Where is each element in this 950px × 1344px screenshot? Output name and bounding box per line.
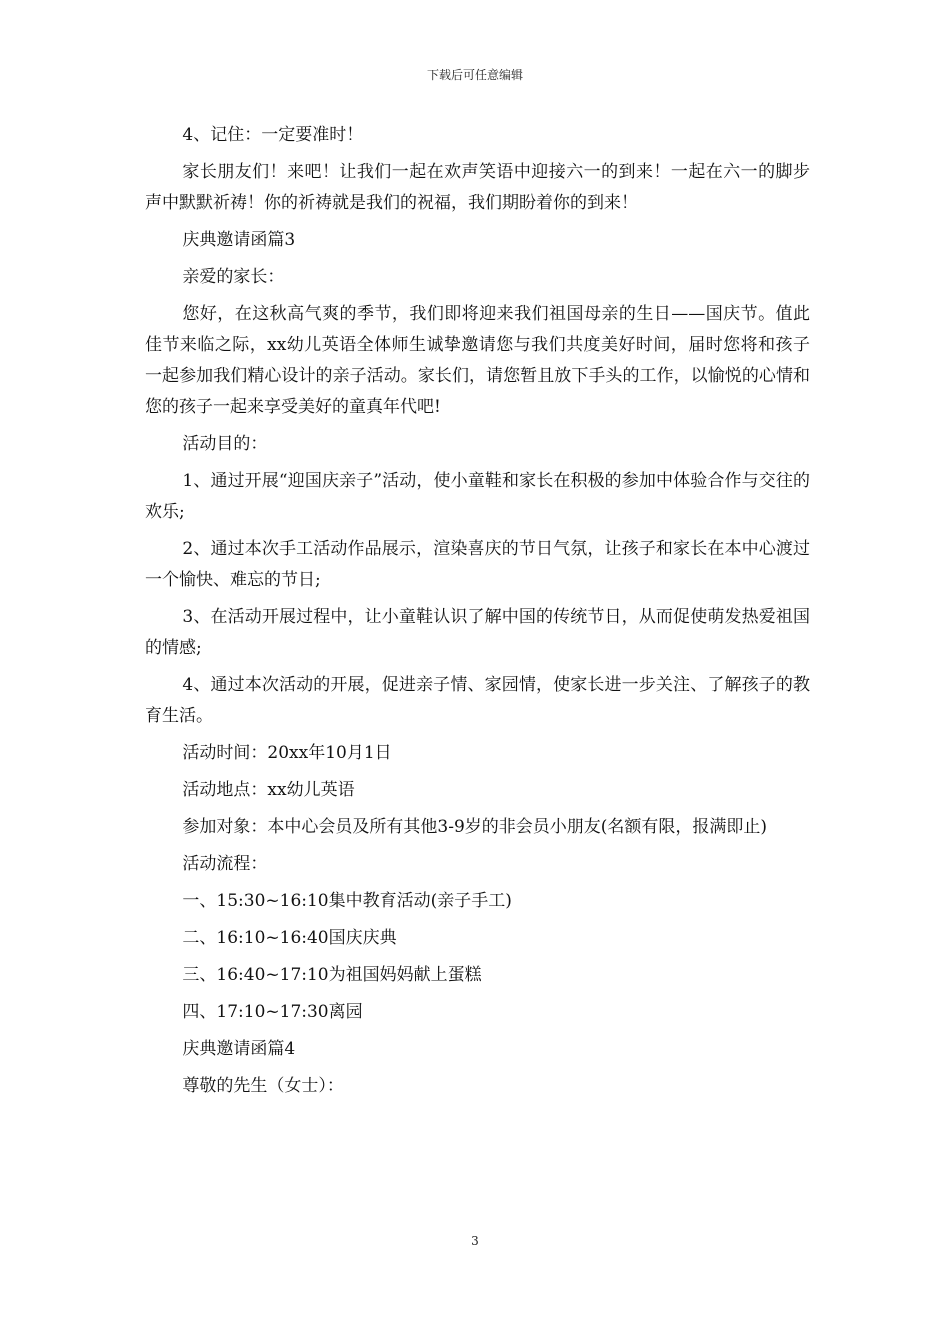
goal-item-2: 2、通过本次手工活动作品展示，渲染喜庆的节日气氛，让孩子和家长在本中心渡过一个愉快、难忘的节日; [145,539,810,590]
document-body [145,120,810,1108]
heading-activity-goals: 活动目的： [182,434,268,454]
goal-item-4: 4、通过本次活动的开展，促进亲子情、家园情，使家长进一步关注、了解孩子的教育生活。 [145,675,810,726]
activity-time: 活动时间：20xx年10月1日 [182,743,392,763]
schedule-item-2: 二、16:10~16:40国庆庆典 [182,928,397,948]
activity-location: 活动地点：xx幼儿英语 [182,780,355,800]
paragraph-invitation: 您好，在这秋高气爽的季节，我们即将迎来我们祖国母亲的生日——国庆节。值此佳节来临之际，xx幼儿英语全体师生诚挚邀请您与我们共度美好时间，届时您将和孩子一起参加我们精心设计的亲子活动。家长们，请您暂且放下手头的工作，以愉悦的心情和您的孩子一起来享受美好的童真年代吧! [145,304,810,417]
goal-item-1: 1、通过开展“迎国庆亲子”活动，使小童鞋和家长在积极的参加中体验合作与交往的欢乐; [145,471,810,522]
goal-item-3: 3、在活动开展过程中，让小童鞋认识了解中国的传统节日，从而促使萌发热爱祖国的情感; [145,607,810,658]
section-heading-3: 庆典邀请函篇3 [182,230,296,250]
heading-activity-schedule: 活动流程： [182,854,268,874]
salutation-parents: 亲爱的家长： [182,267,285,287]
paragraph-closing-call: 家长朋友们！来吧！让我们一起在欢声笑语中迎接六一的到来！一起在六一的脚步声中默默祈祷！你的祈祷就是我们的祝福，我们期盼着你的到来！ [145,162,810,213]
schedule-item-4: 四、17:10~17:30离园 [182,1002,363,1022]
activity-participants: 参加对象：本中心会员及所有其他3-9岁的非会员小朋友(名额有限，报满即止) [182,817,768,837]
schedule-item-3: 三、16:40~17:10为祖国妈妈献上蛋糕 [182,965,482,985]
section-heading-4: 庆典邀请函篇4 [182,1039,296,1059]
salutation-sir-madam: 尊敬的先生（女士）： [182,1076,344,1096]
page-number: 3 [471,1234,479,1248]
page-header: 下载后可任意编辑 [426,68,523,82]
paragraph-reminder: 4、记住：一定要准时！ [182,125,364,145]
schedule-item-1: 一、15:30~16:10集中教育活动(亲子手工) [182,891,512,911]
